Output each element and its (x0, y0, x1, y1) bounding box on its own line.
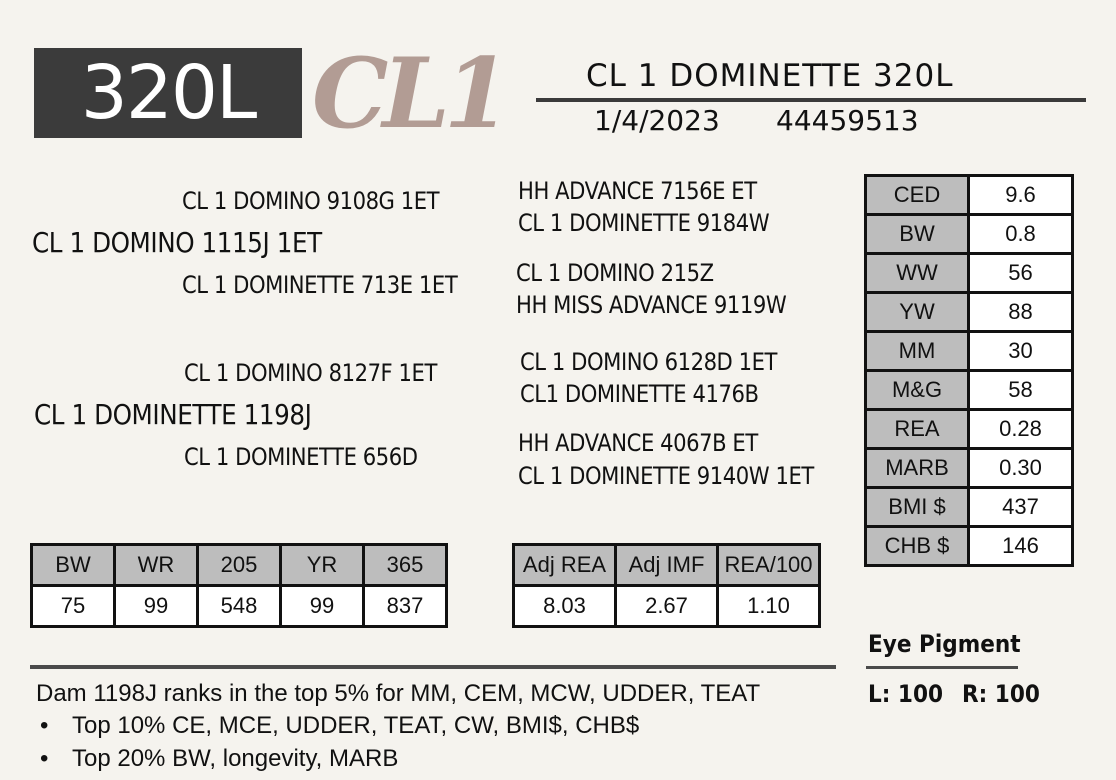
carcass-value: 8.03 (514, 586, 616, 627)
epd-row (866, 176, 1073, 215)
epd-value: 88 (969, 293, 1073, 332)
ranking-bullet-text: Top 10% CE, MCE, UDDER, TEAT, CW, BMI$, CHB$ (72, 712, 640, 739)
ranking-bullet-text: Top 20% BW, longevity, MARB (72, 745, 399, 772)
epd-row (866, 371, 1073, 410)
carcass-header: REA/100 (718, 545, 820, 586)
epd-label: M&G (866, 371, 969, 410)
carcass-value: 2.67 (616, 586, 718, 627)
epd-label: MM (866, 332, 969, 371)
performance-value: 99 (115, 586, 198, 627)
carcass-header-row (514, 545, 820, 586)
pedigree-sire: CL 1 DOMINO 1115J 1ET (32, 226, 322, 259)
pedigree-dd-dam: CL 1 DOMINETTE 9140W 1ET (518, 462, 814, 490)
performance-value-row (32, 586, 447, 627)
epd-label: BMI $ (866, 488, 969, 527)
epd-value: 146 (969, 527, 1073, 566)
lot-number: 320L (34, 48, 302, 138)
performance-value: 837 (364, 586, 447, 627)
eye-pigment-divider (866, 666, 1018, 669)
pedigree-sire-dam: CL 1 DOMINETTE 713E 1ET (182, 271, 458, 299)
epd-value: 58 (969, 371, 1073, 410)
epd-value: 30 (969, 332, 1073, 371)
epd-label: MARB (866, 449, 969, 488)
performance-header-row (32, 545, 447, 586)
pedigree-ds-sire: CL 1 DOMINO 6128D 1ET (520, 348, 778, 376)
performance-header: YR (281, 545, 364, 586)
epd-value: 437 (969, 488, 1073, 527)
pedigree-ds-dam: CL1 DOMINETTE 4176B (520, 380, 759, 408)
carcass-value: 1.10 (718, 586, 820, 627)
brand-logo: CL1 (312, 36, 505, 150)
pedigree-ss-sire: HH ADVANCE 7156E ET (518, 177, 757, 205)
animal-name: CL 1 DOMINETTE 320L (586, 58, 954, 94)
performance-value: 548 (198, 586, 281, 627)
carcass-header: Adj IMF (616, 545, 718, 586)
dam-ranking-note: Dam 1198J ranks in the top 5% for MM, CEM, MCW, UDDER, TEAT (36, 680, 761, 707)
birth-date: 1/4/2023 (594, 104, 720, 137)
performance-header: WR (115, 545, 198, 586)
performance-value: 99 (281, 586, 364, 627)
epd-row (866, 332, 1073, 371)
eye-pigment-title: Eye Pigment (868, 630, 1021, 658)
epd-value: 0.30 (969, 449, 1073, 488)
carcass-table (512, 543, 821, 628)
epd-row (866, 410, 1073, 449)
epd-row (866, 293, 1073, 332)
pedigree-sd-sire: CL 1 DOMINO 215Z (516, 259, 714, 287)
performance-header: 205 (198, 545, 281, 586)
epd-value: 0.8 (969, 215, 1073, 254)
epd-row (866, 488, 1073, 527)
bullet-icon: • (40, 712, 49, 739)
epd-row (866, 215, 1073, 254)
performance-table (30, 543, 448, 628)
pedigree-dam-dam: CL 1 DOMINETTE 656D (184, 443, 418, 471)
epd-row (866, 527, 1073, 566)
performance-header: BW (32, 545, 115, 586)
eye-pigment-left: L: 100 (868, 680, 944, 708)
pedigree-dam: CL 1 DOMINETTE 1198J (34, 398, 312, 431)
carcass-header: Adj REA (514, 545, 616, 586)
epd-label: YW (866, 293, 969, 332)
epd-row (866, 449, 1073, 488)
bullet-icon: • (40, 745, 49, 772)
epd-value: 56 (969, 254, 1073, 293)
epd-label: REA (866, 410, 969, 449)
pedigree-ss-dam: CL 1 DOMINETTE 9184W (518, 209, 770, 237)
carcass-value-row (514, 586, 820, 627)
epd-label: BW (866, 215, 969, 254)
eye-pigment-right: R: 100 (962, 680, 1040, 708)
epd-value: 9.6 (969, 176, 1073, 215)
notes-divider (30, 665, 836, 669)
performance-header: 365 (364, 545, 447, 586)
ranking-bullet (40, 712, 639, 740)
pedigree-sd-dam: HH MISS ADVANCE 9119W (516, 291, 787, 319)
epd-label: CHB $ (866, 527, 969, 566)
pedigree-dd-sire: HH ADVANCE 4067B ET (518, 429, 758, 457)
header-divider (536, 98, 1086, 102)
registration-number: 44459513 (776, 104, 919, 137)
epd-value: 0.28 (969, 410, 1073, 449)
epd-label: CED (866, 176, 969, 215)
epd-row (866, 254, 1073, 293)
pedigree-dam-sire: CL 1 DOMINO 8127F 1ET (184, 359, 437, 387)
epd-label: WW (866, 254, 969, 293)
pedigree-sire-sire: CL 1 DOMINO 9108G 1ET (182, 187, 440, 215)
ranking-bullet (40, 745, 398, 773)
epd-table (864, 174, 1074, 567)
performance-value: 75 (32, 586, 115, 627)
